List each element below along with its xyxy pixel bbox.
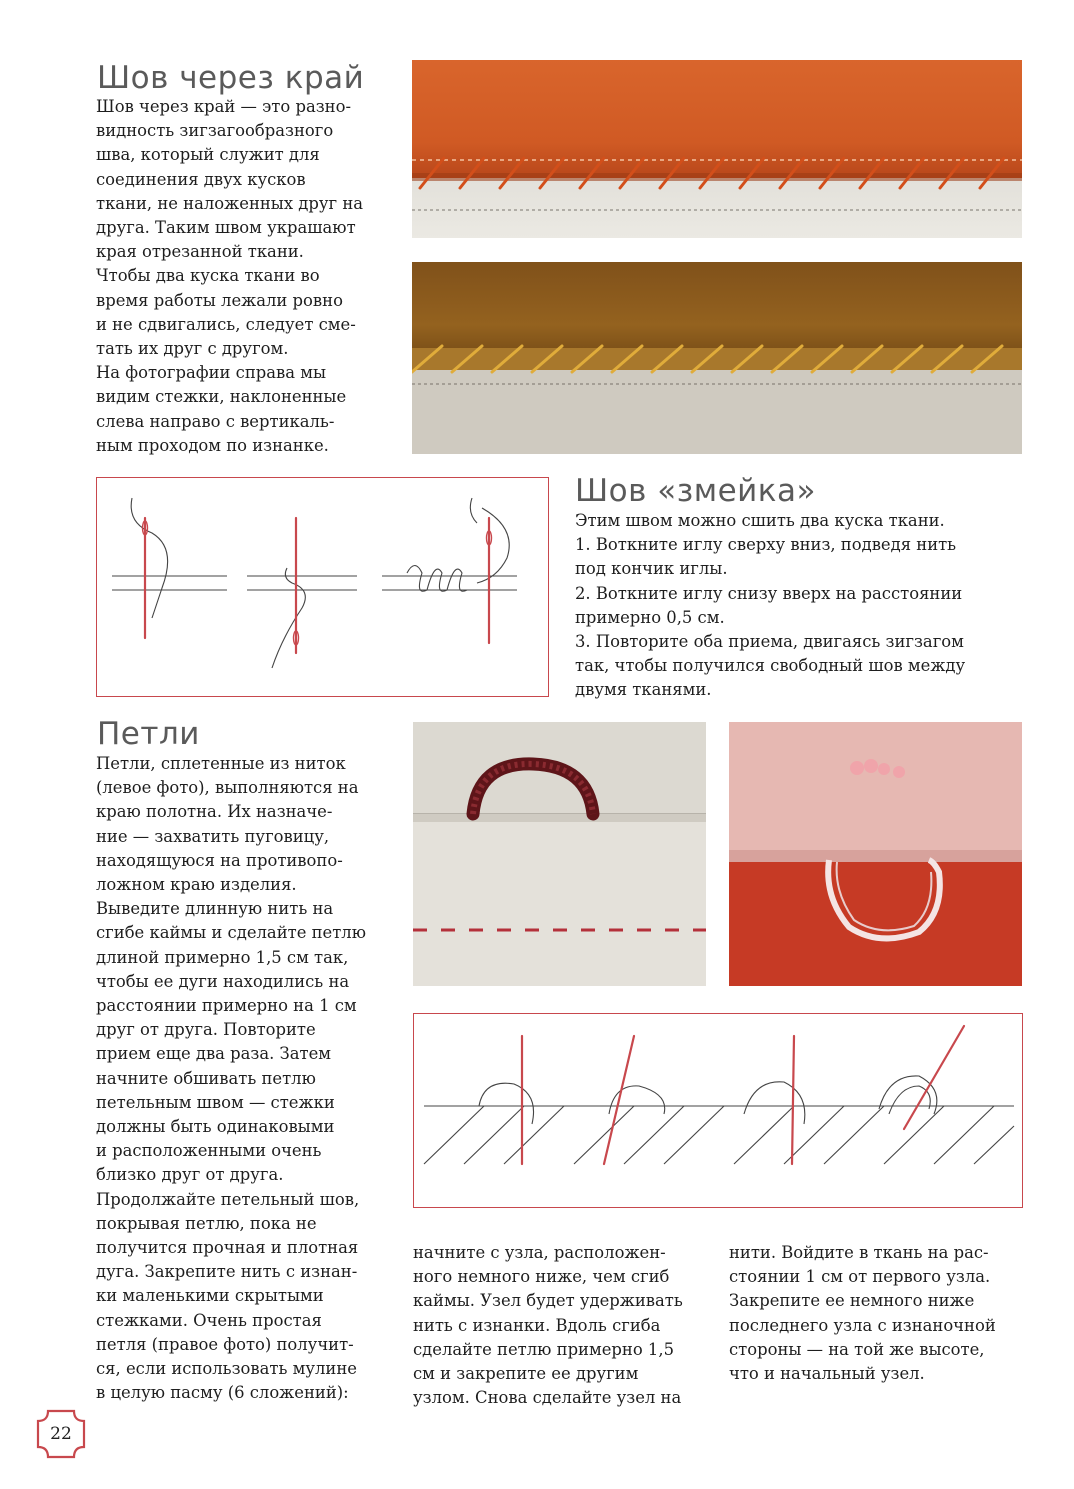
text-line: близко друг от друга.	[96, 1165, 284, 1185]
text-line: стежками. Очень простая	[96, 1310, 322, 1330]
text-line: нить с изнанки. Вдоль сгиба	[413, 1315, 661, 1335]
mouline-loop-photo	[729, 722, 1022, 986]
text-line: в целую пасму (6 сложений):	[96, 1383, 349, 1403]
text-line: Закрепите ее немного ниже	[729, 1291, 975, 1311]
text-line: прием еще два раза. Затем	[96, 1044, 332, 1064]
text-line: последнего узла с изнаночной	[729, 1315, 996, 1335]
text-line: петельным швом — стежки	[96, 1092, 335, 1112]
text-line: сделайте петлю примерно 1,5	[413, 1339, 674, 1359]
orange-fabric-photo	[412, 60, 1022, 238]
snake-stitch-text	[575, 509, 965, 703]
text-line: время работы лежали ровно	[96, 290, 343, 310]
text-line: Петли, сплетенные из ниток	[96, 754, 346, 773]
text-line: шва, который служит для	[96, 145, 320, 165]
text-line: начните с узла, расположен-	[413, 1243, 666, 1262]
text-line: 2. Воткните иглу снизу вверх на расстоянии	[575, 583, 963, 603]
loops-text-column-1	[96, 752, 366, 1405]
text-line: ложном краю изделия.	[96, 875, 297, 895]
text-line: ся, если использовать мулине	[96, 1359, 357, 1379]
text-line: ние — захватить пуговицу,	[96, 826, 330, 846]
text-line: краю полотна. Их назначе-	[96, 802, 333, 822]
loops-title: Петли	[97, 716, 200, 752]
loop-stitch-diagram	[413, 1013, 1023, 1208]
text-line: стоянии 1 см от первого узла.	[729, 1267, 991, 1287]
text-line: так, чтобы получился свободный шов между	[575, 656, 966, 676]
text-line: узлом. Снова сделайте узел на	[413, 1388, 682, 1408]
text-line: Выведите длинную нить на	[96, 899, 334, 919]
text-line: видность зигзагообразного	[96, 121, 334, 141]
text-line: стороны — на той же высоте,	[729, 1339, 985, 1359]
snake-stitch-title: Шов «змейка»	[575, 473, 816, 509]
text-line: должны быть одинаковыми	[96, 1117, 335, 1137]
page-number-badge	[35, 1408, 87, 1460]
text-line: сгибе каймы и сделайте петлю	[96, 923, 366, 943]
text-line: ного немного ниже, чем сгиб	[413, 1267, 670, 1287]
text-line: длиной примерно 1,5 см так,	[96, 947, 349, 967]
brown-fabric-photo	[412, 262, 1022, 454]
text-line: 3. Повторите оба приема, двигаясь зигзагом	[575, 632, 964, 652]
loops-text-column-2	[413, 1241, 683, 1410]
text-line: каймы. Узел будет удерживать	[413, 1291, 683, 1311]
loops-text-column-3	[729, 1241, 996, 1386]
text-line: покрывая петлю, пока не	[96, 1213, 317, 1233]
snake-stitch-diagram	[96, 477, 549, 697]
text-line: петля (правое фото) получит-	[96, 1334, 354, 1354]
text-line: друга. Таким швом украшают	[96, 218, 356, 238]
text-line: примерно 0,5 см.	[575, 607, 725, 627]
text-line: что и начальный узел.	[729, 1364, 925, 1384]
text-line: видим стежки, наклоненные	[96, 387, 347, 407]
text-line: получится прочная и плотная	[96, 1238, 359, 1258]
text-line: нити. Войдите в ткань на рас-	[729, 1243, 989, 1262]
text-line: и расположенными очень	[96, 1141, 322, 1161]
text-line: ки маленькими скрытыми	[96, 1286, 324, 1306]
text-line: 1. Воткните иглу сверху вниз, подведя нить	[575, 535, 957, 555]
text-line: (левое фото), выполняются на	[96, 778, 359, 798]
text-line: Этим швом можно сшить два куска ткани.	[575, 511, 945, 530]
text-line: Шов через край — это разно-	[96, 97, 351, 116]
text-line: чтобы ее дуги находились на	[96, 971, 350, 991]
text-line: На фотографии справа мы	[96, 363, 327, 383]
overcast-stitch-title: Шов через край	[97, 60, 365, 96]
text-line: дуга. Закрепите нить с изнан-	[96, 1262, 358, 1282]
text-line: под кончик иглы.	[575, 559, 728, 579]
text-line: и не сдвигались, следует сме-	[96, 314, 356, 334]
text-line: Чтобы два куска ткани во	[96, 266, 320, 286]
text-line: соединения двух кусков	[96, 169, 306, 189]
text-line: тать их друг с другом.	[96, 339, 289, 359]
text-line: начните обшивать петлю	[96, 1068, 316, 1088]
text-line: находящуюся на противопо-	[96, 850, 343, 870]
text-line: см и закрепите ее другим	[413, 1364, 639, 1384]
overcast-stitch-text	[96, 95, 363, 458]
text-line: двумя тканями.	[575, 680, 712, 700]
text-line: края отрезанной ткани.	[96, 242, 304, 262]
text-line: Продолжайте петельный шов,	[96, 1189, 360, 1209]
text-line: ным проходом по изнанке.	[96, 435, 329, 455]
text-line: друг от друга. Повторите	[96, 1020, 316, 1040]
thread-loop-photo	[413, 722, 706, 986]
text-line: ткани, не наложенных друг на	[96, 193, 364, 213]
text-line: слева направо с вертикаль-	[96, 411, 335, 431]
page-number: 22	[50, 1424, 72, 1444]
text-line: расстоянии примерно на 1 см	[96, 996, 357, 1016]
